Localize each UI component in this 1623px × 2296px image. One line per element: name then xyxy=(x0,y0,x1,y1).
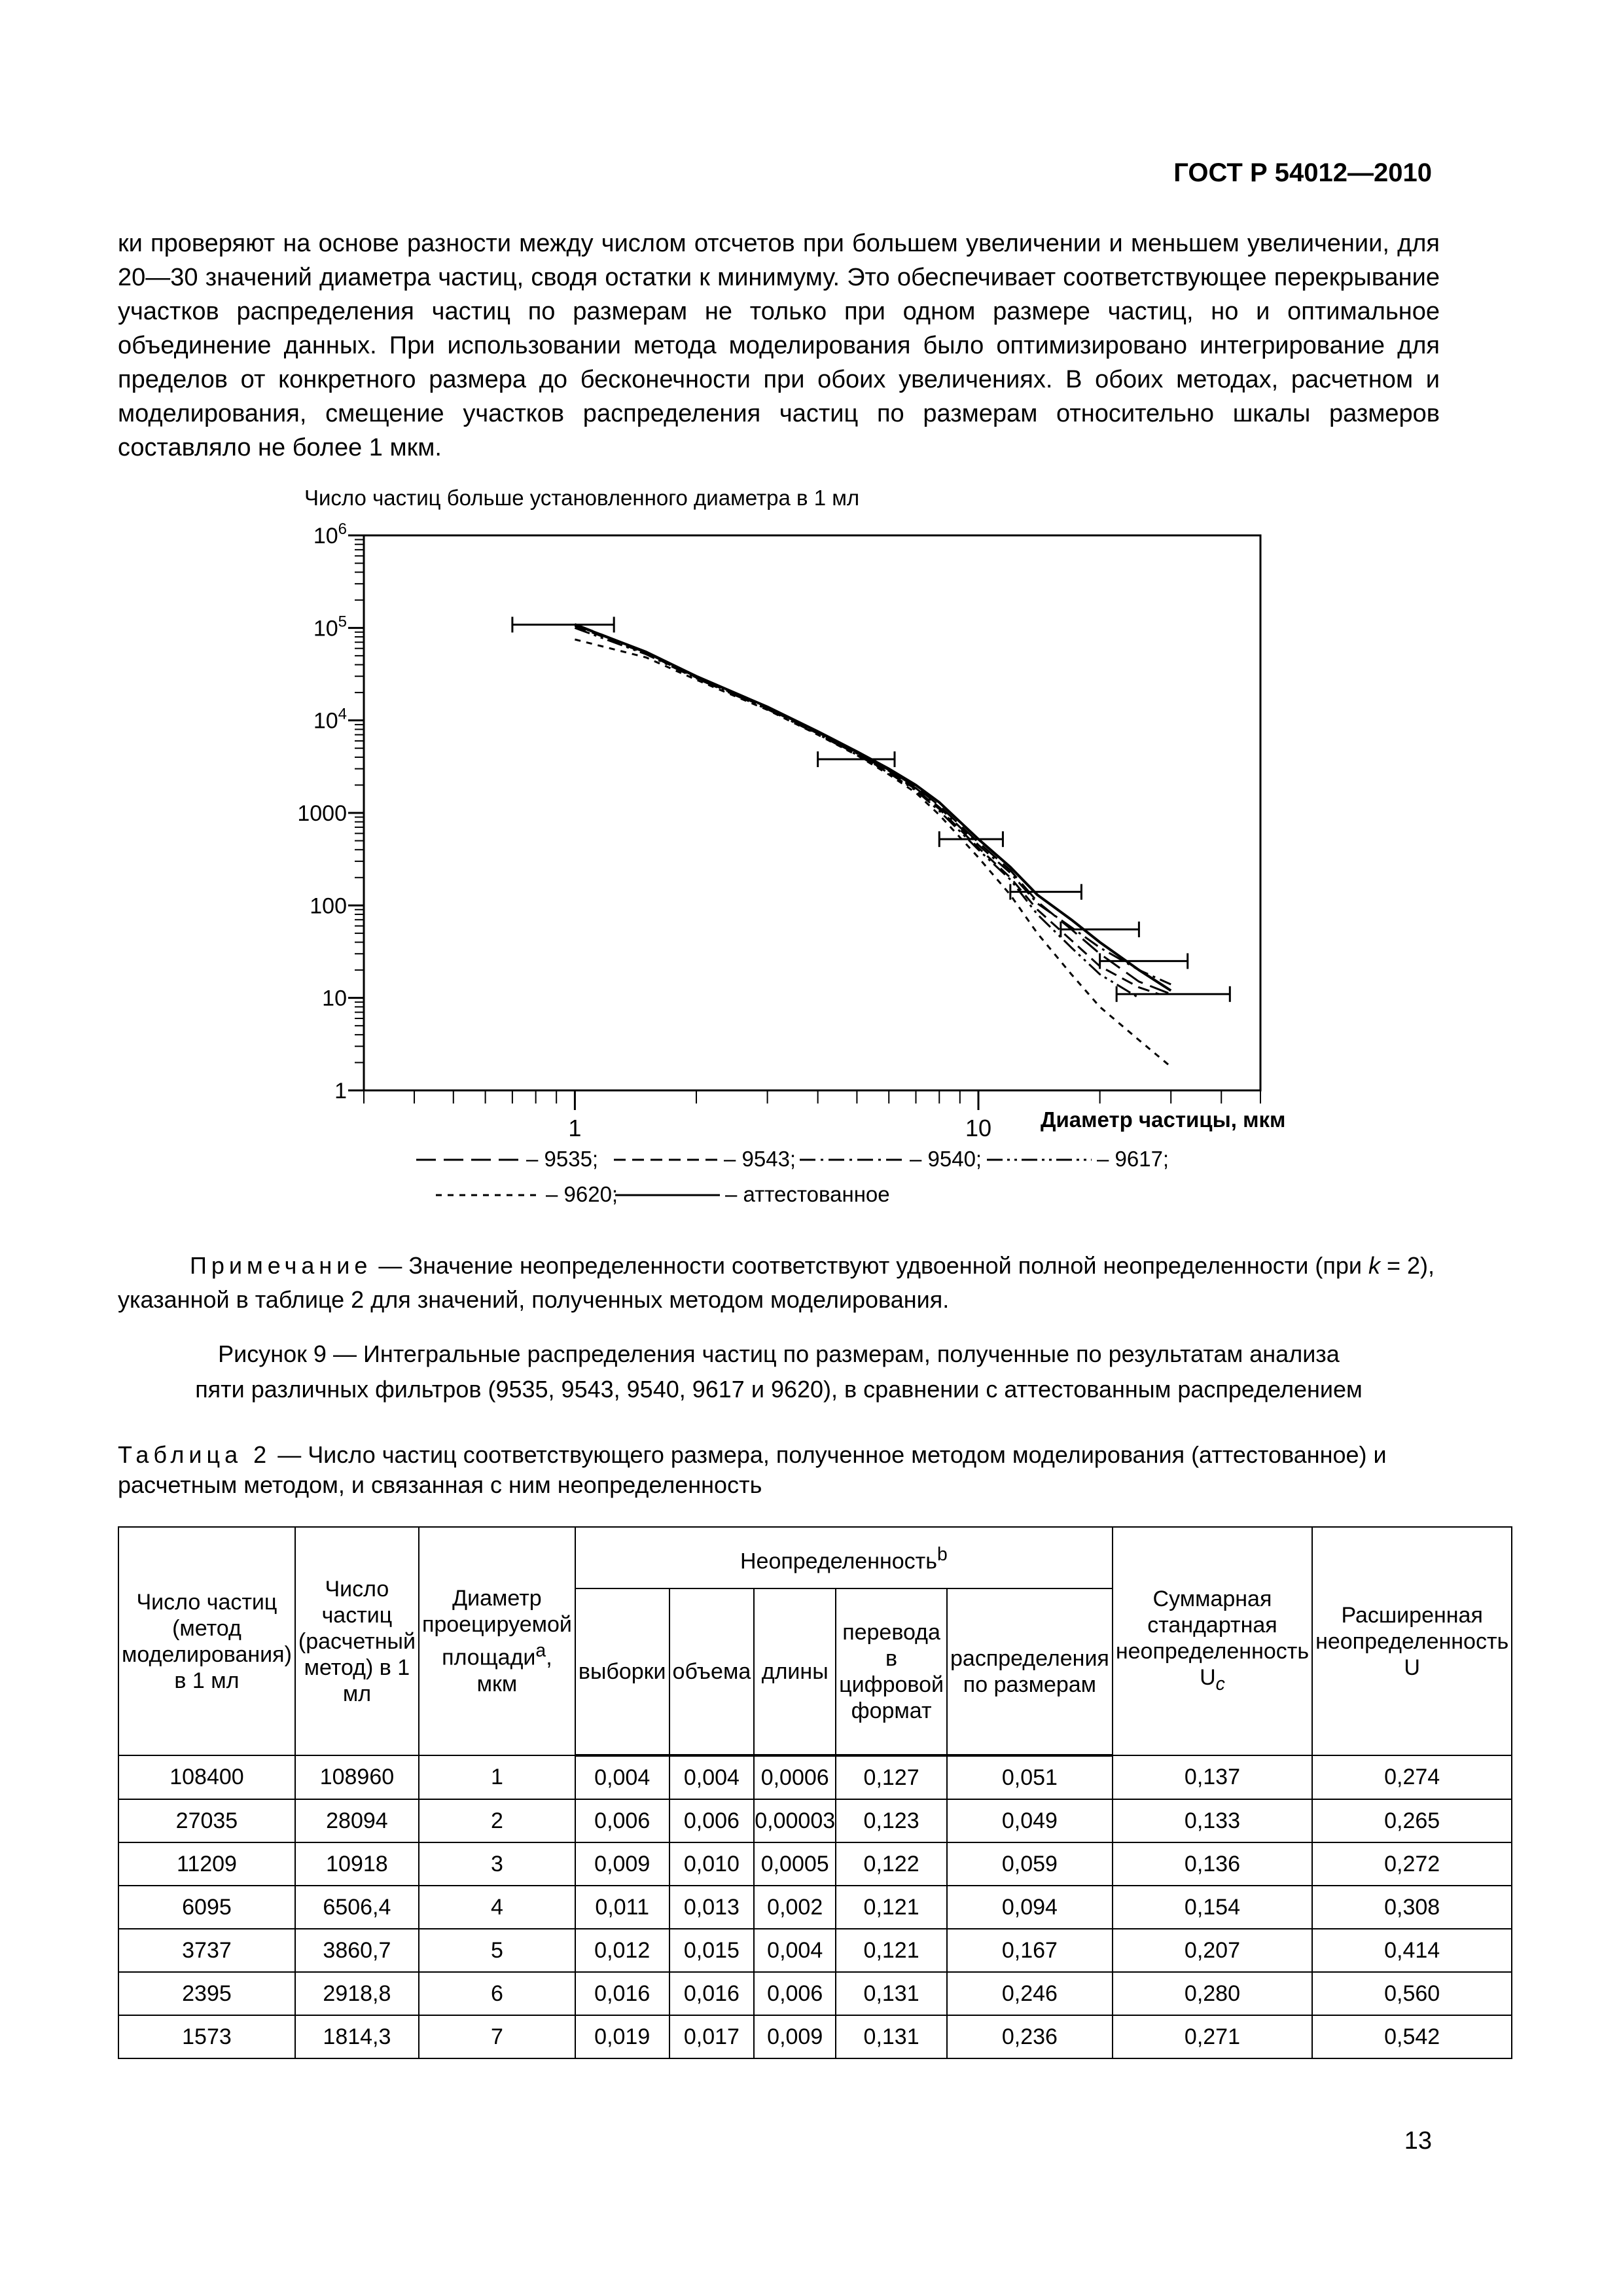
table-cell: 6506,4 xyxy=(295,1886,419,1929)
table-cell: 108400 xyxy=(118,1755,295,1799)
table-cell: 3860,7 xyxy=(295,1929,419,1972)
table-cell: 0,236 xyxy=(947,2015,1113,2058)
y-tick-label: 1 xyxy=(334,1079,347,1103)
legend-label-9617: – 9617; xyxy=(1097,1147,1169,1171)
y-tick-label: 10 xyxy=(322,986,347,1011)
table-cell: 0,059 xyxy=(947,1842,1113,1886)
table-title-text: — Число частиц соответствующего размера, полученное методом моделирования (аттестованное) и расчетным методом, и связанная с ним неопределенность xyxy=(118,1441,1387,1498)
figure-caption xyxy=(118,1336,1440,1407)
table-cell: 0,542 xyxy=(1312,2015,1512,2058)
uncertainty-table xyxy=(118,1526,1512,2059)
series-line-9535 xyxy=(575,624,1171,994)
table-cell: 0,271 xyxy=(1113,2015,1312,2058)
table-cell: 5 xyxy=(419,1929,575,1972)
table-cell: 6 xyxy=(419,1972,575,2015)
errorbar-layer xyxy=(512,617,1230,1001)
series-line-9543 xyxy=(575,626,1158,994)
th-total-sub: c xyxy=(1215,1673,1225,1695)
series-line-9617 xyxy=(575,628,1139,997)
series-line-9620 xyxy=(575,639,1171,1067)
th-total-text: Суммарная стандартная неопределенность U xyxy=(1115,1586,1310,1690)
document-code: ГОСТ Р 54012—2010 xyxy=(1173,158,1432,187)
table-cell: 0,308 xyxy=(1312,1886,1512,1929)
legend-label-9543: – 9543; xyxy=(724,1147,796,1171)
th-uncertainty-text: Неопределенность xyxy=(740,1549,937,1574)
y-tick-label: 1000 xyxy=(297,801,347,826)
legend-label-9540: – 9540; xyxy=(910,1147,982,1171)
table-cell: 2395 xyxy=(118,1972,295,2015)
table-cell: 0,004 xyxy=(669,1755,755,1799)
th-total-uncertainty xyxy=(1113,1527,1312,1755)
table-cell: 6095 xyxy=(118,1886,295,1929)
table-cell: 3737 xyxy=(118,1929,295,1972)
th-calc-count: Число частиц (расчетный метод) в 1 мл xyxy=(295,1527,419,1755)
table-cell: 0,414 xyxy=(1312,1929,1512,1972)
caption-line-1: Рисунок 9 — Интегральные распределения частиц по размерам, полученные по результатам анализа xyxy=(218,1340,1340,1367)
table-cell: 0,272 xyxy=(1312,1842,1512,1886)
table-cell: 0,167 xyxy=(947,1929,1113,1972)
table-cell: 0,121 xyxy=(836,1929,947,1972)
chart-xlabel: Диаметр частицы, мкм xyxy=(1041,1107,1286,1132)
note-label: Примечание xyxy=(190,1252,372,1279)
table-cell: 0,00003 xyxy=(754,1799,836,1842)
y-axis xyxy=(297,520,364,1103)
table-row xyxy=(118,1799,1512,1842)
table-cell: 2918,8 xyxy=(295,1972,419,2015)
table-row xyxy=(118,1886,1512,1929)
th-distribution: распределения по размерам xyxy=(947,1588,1113,1755)
table-cell: 0,123 xyxy=(836,1799,947,1842)
table-cell: 0,131 xyxy=(836,1972,947,2015)
caption-line-2: пяти различных фильтров (9535, 9543, 9540, 9617 и 9620), в сравнении с аттестованным распределением xyxy=(195,1376,1363,1403)
table-cell: 0,131 xyxy=(836,2015,947,2058)
legend-label-9620: – 9620; xyxy=(546,1182,618,1206)
table-header-row-1 xyxy=(118,1527,1512,1588)
table-cell: 0,004 xyxy=(575,1755,669,1799)
series-layer xyxy=(575,624,1171,1067)
table-cell: 28094 xyxy=(295,1799,419,1842)
table-cell: 0,015 xyxy=(669,1929,755,1972)
table-body xyxy=(118,1755,1512,2058)
table-cell: 0,121 xyxy=(836,1886,947,1929)
table-cell: 0,006 xyxy=(575,1799,669,1842)
table-cell: 0,012 xyxy=(575,1929,669,1972)
table-cell: 0,0005 xyxy=(754,1842,836,1886)
table-cell: 0,560 xyxy=(1312,1972,1512,2015)
y-tick-label: $10^4$ xyxy=(313,705,347,734)
table-cell: 10918 xyxy=(295,1842,419,1886)
table-cell: 0,002 xyxy=(754,1886,836,1929)
series-line-9540 xyxy=(575,625,1171,984)
th-volume: объема xyxy=(669,1588,755,1755)
table-cell: 4 xyxy=(419,1886,575,1929)
table-cell: 1573 xyxy=(118,2015,295,2058)
table-cell: 0,274 xyxy=(1312,1755,1512,1799)
table-cell: 0,127 xyxy=(836,1755,947,1799)
table-row xyxy=(118,1755,1512,1799)
page-number: 13 xyxy=(1404,2127,1432,2155)
note-text-1: — Значение неопределенности соответствуют удвоенной полной неопределенности (при xyxy=(372,1252,1368,1279)
table-cell: 0,009 xyxy=(754,2015,836,2058)
chart-ylabel: Число частиц больше установленного диаметра в 1 мл xyxy=(304,486,860,510)
table-cell: 7 xyxy=(419,2015,575,2058)
table-row xyxy=(118,1972,1512,2015)
table-cell: 0,006 xyxy=(754,1972,836,2015)
table-cell: 11209 xyxy=(118,1842,295,1886)
body-paragraph: ки проверяют на основе разности между числом отсчетов при большем увеличении и меньшем увеличении, для 20—30 значений диаметра частиц, сводя остатки к минимуму. Это обеспечивает соответствующее перекрывание участков распределения частиц по размерам не только при одном размере частиц, но и оптимальное объединение данных. При использовании метода моделирования было оптимизировано интегрирование для пределов от конкретного размера до бесконечности при обоих увеличениях. В обоих методах, расчетном и моделирования, смещение участков распределения частиц по размерам относительно шкалы размеров составляло не более 1 мкм. xyxy=(118,230,1440,461)
table-cell: 0,094 xyxy=(947,1886,1113,1929)
table-cell: 1 xyxy=(419,1755,575,1799)
th-model-count: Число частиц (метод моделирования) в 1 мл xyxy=(118,1527,295,1755)
table-cell: 0,049 xyxy=(947,1799,1113,1842)
legend-label-9535: – 9535; xyxy=(526,1147,599,1171)
table-cell: 0,004 xyxy=(754,1929,836,1972)
table-cell: 0,133 xyxy=(1113,1799,1312,1842)
table-row xyxy=(118,2015,1512,2058)
series-line-аттестованное xyxy=(575,624,1171,990)
th-diameter-unit: , мкм xyxy=(476,1645,552,1696)
table-cell: 0,246 xyxy=(947,1972,1113,2015)
table-cell: 0,006 xyxy=(669,1799,755,1842)
table-label: Таблица 2 xyxy=(118,1441,272,1468)
table-cell: 27035 xyxy=(118,1799,295,1842)
th-diameter xyxy=(419,1527,575,1755)
table-cell: 0,019 xyxy=(575,2015,669,2058)
table-cell: 0,207 xyxy=(1113,1929,1312,1972)
y-tick-label: $10^5$ xyxy=(313,613,347,641)
table-cell: 0,154 xyxy=(1113,1886,1312,1929)
table-cell: 0,136 xyxy=(1113,1842,1312,1886)
th-diameter-text: Диаметр проецируемой площади xyxy=(421,1586,572,1670)
table-cell: 0,011 xyxy=(575,1886,669,1929)
table-cell: 0,013 xyxy=(669,1886,755,1929)
table-row xyxy=(118,1842,1512,1886)
x-tick-label: 1 xyxy=(568,1115,582,1141)
table-cell: 108960 xyxy=(295,1755,419,1799)
th-digital: перевода в цифровой формат xyxy=(836,1588,947,1755)
th-uncertainty-group xyxy=(575,1527,1113,1588)
figure-note xyxy=(118,1249,1440,1317)
y-tick-label: $10^6$ xyxy=(313,520,347,548)
table-cell: 0,010 xyxy=(669,1842,755,1886)
table-cell: 0,0006 xyxy=(754,1755,836,1799)
table-cell: 1814,3 xyxy=(295,2015,419,2058)
legend-label-аттестованное: – аттестованное xyxy=(725,1182,890,1206)
table-cell: 3 xyxy=(419,1842,575,1886)
note-k: k xyxy=(1368,1252,1380,1279)
table-cell: 0,265 xyxy=(1312,1799,1512,1842)
table-row xyxy=(118,1929,1512,1972)
note-text-2: = 2), указанной в таблице 2 для значений, полученных методом моделирования. xyxy=(118,1252,1435,1313)
chart-legend xyxy=(416,1147,1169,1206)
table-cell: 0,017 xyxy=(669,2015,755,2058)
table-cell: 0,016 xyxy=(669,1972,755,2015)
table-cell: 0,137 xyxy=(1113,1755,1312,1799)
table-cell: 0,051 xyxy=(947,1755,1113,1799)
y-tick-label: 100 xyxy=(310,893,347,919)
table-cell: 0,280 xyxy=(1113,1972,1312,2015)
th-length: длины xyxy=(754,1588,836,1755)
plot-frame xyxy=(364,535,1260,1090)
table-cell: 0,009 xyxy=(575,1842,669,1886)
th-sample: выборки xyxy=(575,1588,669,1755)
th-uncertainty-sup: b xyxy=(936,1543,948,1565)
th-expanded-uncertainty: Расширенная неопределенность U xyxy=(1312,1527,1512,1755)
x-tick-label: 10 xyxy=(965,1115,992,1141)
table-cell: 0,122 xyxy=(836,1842,947,1886)
table-cell: 2 xyxy=(419,1799,575,1842)
table-cell: 0,016 xyxy=(575,1972,669,2015)
th-diameter-sup: a xyxy=(535,1640,546,1662)
table-title xyxy=(118,1440,1440,1500)
